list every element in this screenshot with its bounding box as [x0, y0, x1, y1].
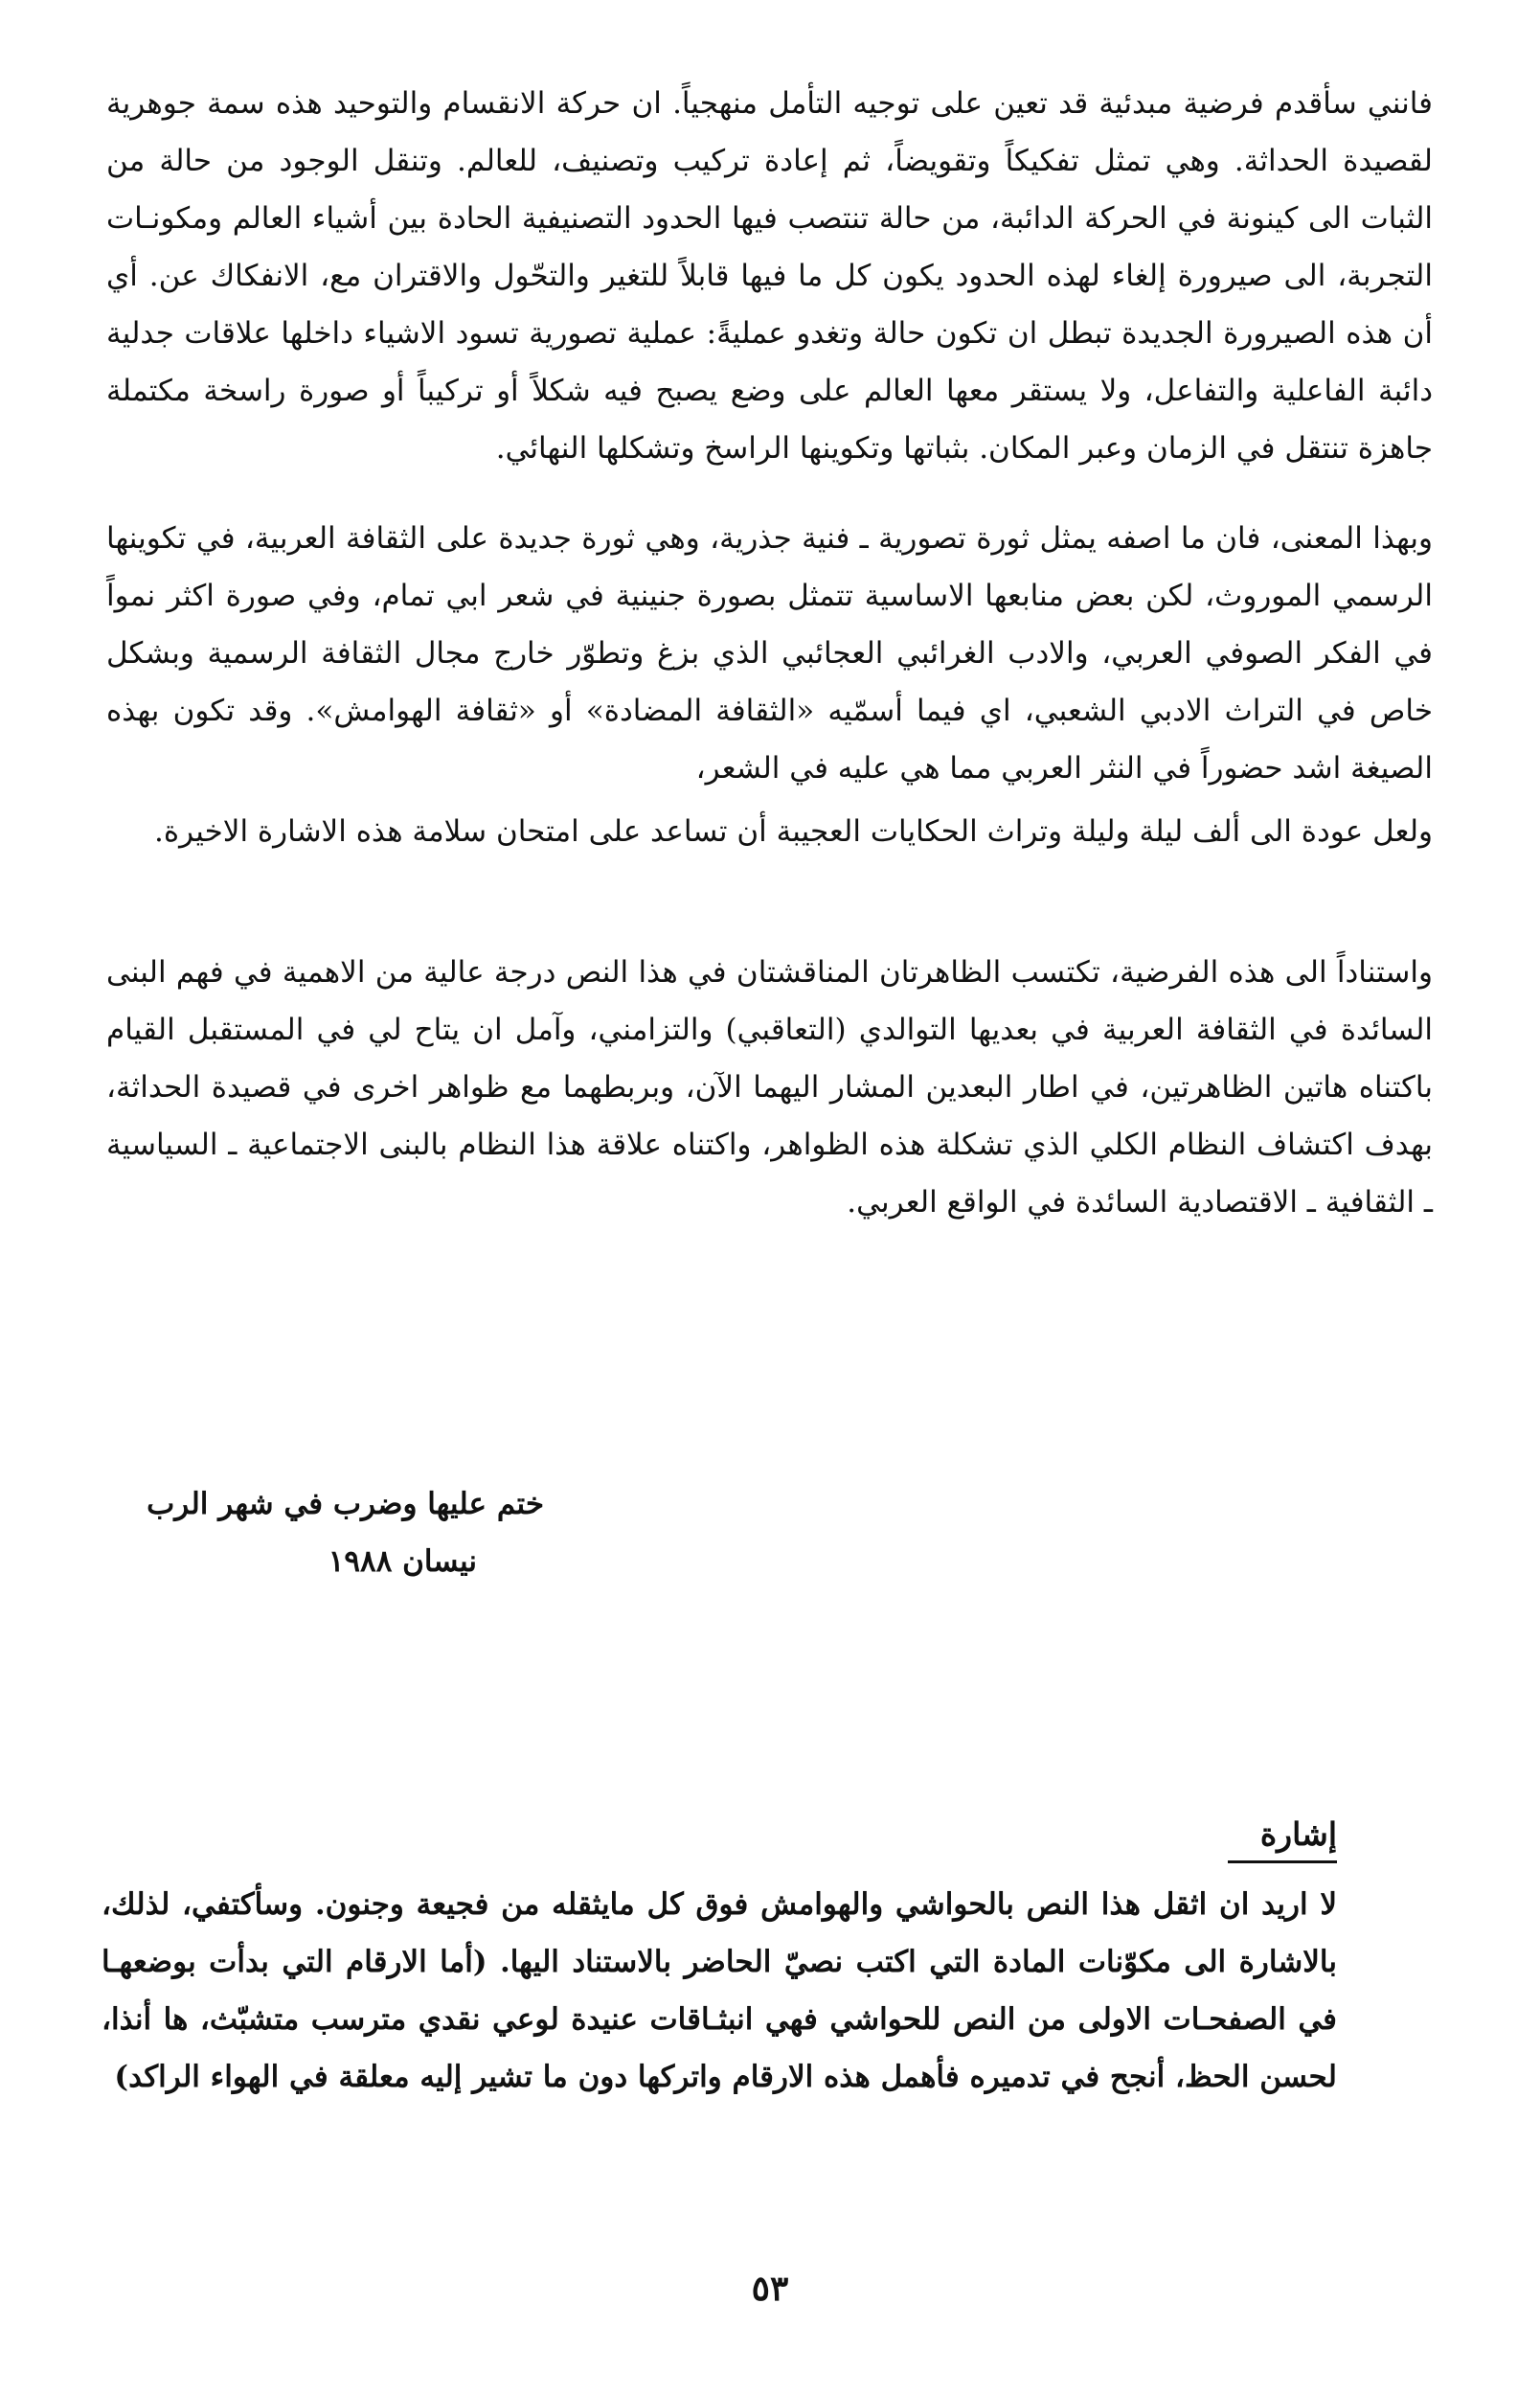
body-paragraph-3: ولعل عودة الى ألف ليلة وليلة وتراث الحكايات العجيبة أن تساعد على امتحان سلامة هذه الاشارة الاخيرة. — [154, 814, 1433, 849]
body-paragraph-2: وبهذا المعنى، فان ما اصفه يمثل ثورة تصورية ـ فنية جذرية، وهي ثورة جديدة على الثقافة العربية، في تكوينها الرسمي الموروث، لكن بعض منابعها الاساسية تتمثل بصورة جنينية في شعر ابي تمام، وفي صورة اكثر نمواً في الفكر الصوفي العربي، والادب الغرائبي العجائبي الذي بزغ وتطوّر خارج مجال الثقافة الرسمية وبشكل خاص في التراث الادبي الشعبي، اي فيما أسمّيه «الثقافة المضادة» أو «ثقافة الهوامش». وقد تكون بهذه الصيغة اشد حضوراً في النثر العربي مما هي عليه في الشعر، — [106, 521, 1433, 786]
body-paragraph-1: فانني سأقدم فرضية مبدئية قد تعين على توجيه التأمل منهجياً. ان حركة الانقسام والتوحيد هذه سمة جوهرية لقصيدة الحداثة. وهي تمثل تفكيكاً وتقويضاً، ثم إعادة تركيب وتصنيف، للعالم. وتنقل الوجود من حالة من الثبات الى كينونة في الحركة الدائبة، من حالة تنتصب فيها الحدود التصنيفية الحادة بين أشياء العالم ومكونـات التجربة، الى صيرورة إلغاء لهذه الحدود يكون كل ما فيها قابلاً للتغير والتحّول والاقتران مع، الانفكاك عن. أي أن هذه الصيرورة الجديدة تبطل ان تكون حالة وتغدو عمليةً: عملية تصورية تسود الاشياء داخلها علاقات جدلية دائبة الفاعلية والتفاعل، ولا يستقر معها العالم على وضع يصبح فيه شكلاً أو تركيباً أو صورة راسخة مكتملة جاهزة تنتقل في الزمان وعبر المكان. بثباتها وتكوينها الراسخ وتشكلها النهائي. — [106, 86, 1433, 466]
signoff — [147, 1475, 544, 1590]
note-body: لا اريد ان اثقل هذا النص بالحواشي والهوامش فوق كل مايثقله من فجيعة وجنون. وسأكتفي، لذلك، بالاشارة الى مكوّنات المادة التي اكتب نصيّ الحاضر بالاستناد اليها. (أما الارقام التي بدأت بوضعهـا في الصفحـات الاولى من النص للحواشي فهي انبثـاقات عنيدة لوعي نقدي مترسب متشبّث، ها أنذا، لحسن الحظ، أنجح في تدميره فأهمل هذه الارقام واتركها دون ما تشير إليه معلقة في الهواء الراكد) — [102, 1887, 1337, 2094]
note-heading: إشارة — [1259, 1815, 1337, 1853]
page-number: ٥٣ — [751, 2269, 789, 2309]
signoff-line-1: ختم عليها وضرب في شهر الرب — [147, 1487, 544, 1521]
note-heading-underline — [1228, 1860, 1337, 1863]
signoff-date: نيسان ١٩٨٨ — [328, 1544, 477, 1579]
body-paragraph-4: واستناداً الى هذه الفرضية، تكتسب الظاهرتان المناقشتان في هذا النص درجة عالية من الاهمية في فهم البنى السائدة في الثقافة العربية في بعديها التوالدي (التعاقبي) والتزامني، وآمل ان يتاح لي في المستقبل القيام باكتناه هاتين الظاهرتين، في اطار البعدين المشار اليهما الآن، وبربطهما مع ظواهر اخرى في قصيدة الحداثة، بهدف اكتشاف النظام الكلي الذي تشكلة هذه الظواهر، واكتناه علاقة هذا النظام بالبنى الاجتماعية ـ السياسية ـ الثقافية ـ الاقتصادية السائدة في الواقع العربي. — [106, 955, 1434, 1220]
